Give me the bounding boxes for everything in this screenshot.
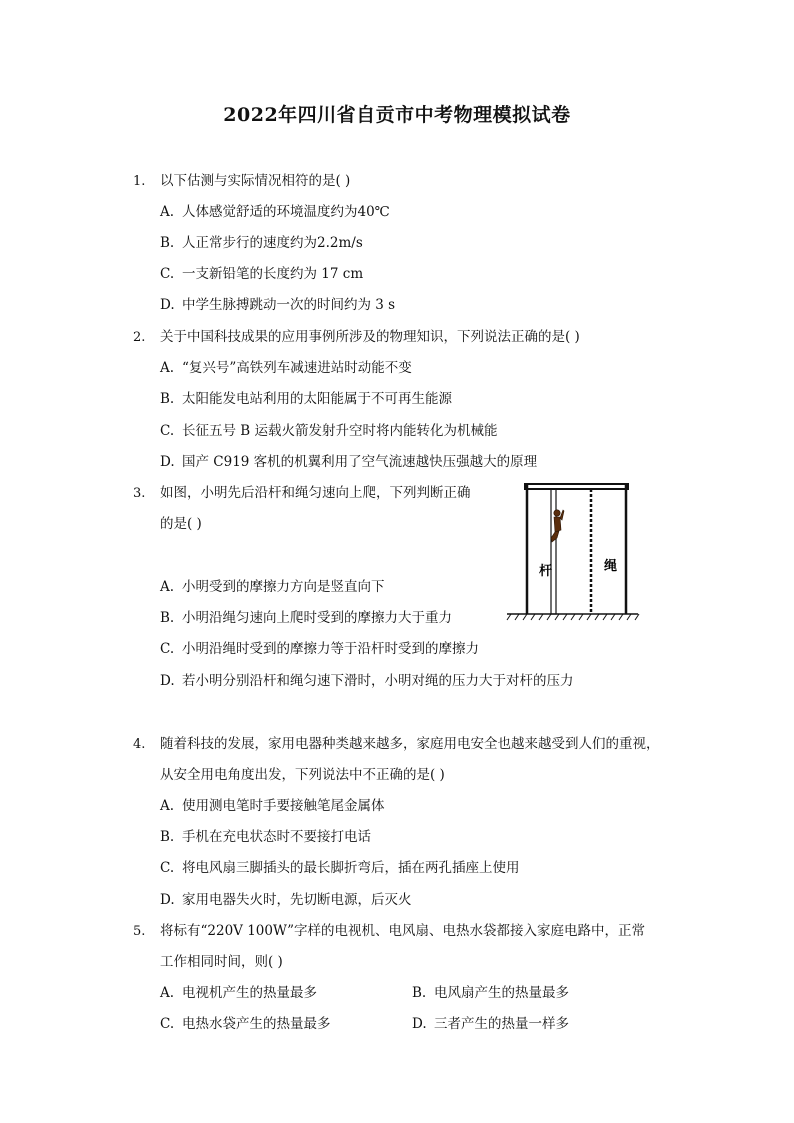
option-a: A. 电视机产生的热量最多 — [160, 985, 317, 1001]
option-c: C. 小明沿绳时受到的摩擦力等于沿杆时受到的摩擦力 — [160, 641, 479, 657]
question-number: 1. — [133, 174, 146, 189]
option-d: D. 家用电器失火时，先切断电源，后灭火 — [160, 892, 412, 908]
question-stem: 随着科技的发展，家用电器种类越来越多，家庭用电安全也越来越受到人们的重视， 从安全用电角度出发，下列说法中不正确的是( ) — [160, 736, 660, 783]
option-d: D. 中学生脉搏跳动一次的时间约为 3 s — [160, 297, 396, 313]
rope-label: 绳 — [604, 559, 618, 574]
option-b: B. 手机在充电状态时不要接打电话 — [160, 829, 371, 845]
option-c: C. 长征五号 B 运载火箭发射升空时将内能转化为机械能 — [160, 423, 498, 439]
option-a: A. 人体感觉舒适的环境温度约为40℃ — [160, 204, 390, 220]
option-c: C. 一支新铅笔的长度约为 17 cm — [160, 266, 364, 282]
option-a: A. 小明受到的摩擦力方向是竖直向下 — [160, 579, 385, 595]
question-number: 4. — [133, 737, 146, 752]
question-stem: 将标有“220V 100W”字样的电视机、电风扇、电热水袋都接入家庭电路中，正常 工作相同时间，则( ) — [160, 923, 646, 970]
option-d: D. 若小明分别沿杆和绳匀速下滑时，小明对绳的压力大于对杆的压力 — [160, 673, 574, 689]
question-stem: 关于中国科技成果的应用事例所涉及的物理知识，下列说法正确的是( ) — [160, 329, 580, 345]
option-b: B. 电风扇产生的热量最多 — [412, 985, 569, 1001]
option-a: A. 使用测电笔时手要接触笔尾金属体 — [160, 798, 385, 814]
option-c: C. 电热水袋产生的热量最多 — [160, 1016, 331, 1032]
pole-rope-figure — [505, 478, 640, 623]
page-title: 2022年四川省自贡市中考物理模拟试卷 — [223, 104, 571, 126]
question-number: 2. — [133, 330, 146, 345]
option-c: C. 将电风扇三脚插头的最长脚折弯后，插在两孔插座上使用 — [160, 860, 520, 876]
option-b: B. 人正常步行的速度约为2.2m/s — [160, 235, 363, 251]
question-stem: 如图，小明先后沿杆和绳匀速向上爬，下列判断正确 的是( ) — [160, 485, 471, 532]
question-stem: 以下估测与实际情况相符的是( ) — [160, 173, 351, 189]
question-number: 5. — [133, 924, 146, 939]
question-number: 3. — [133, 486, 146, 501]
option-a: A. “复兴号”高铁列车减速进站时动能不变 — [160, 360, 412, 376]
pole-label: 杆 — [539, 564, 553, 579]
option-b: B. 小明沿绳匀速向上爬时受到的摩擦力大于重力 — [160, 610, 452, 626]
option-d: D. 国产 C919 客机的机翼利用了空气流速越快压强越大的原理 — [160, 454, 538, 470]
option-b: B. 太阳能发电站利用的太阳能属于不可再生能源 — [160, 391, 452, 407]
option-d: D. 三者产生的热量一样多 — [412, 1016, 569, 1032]
